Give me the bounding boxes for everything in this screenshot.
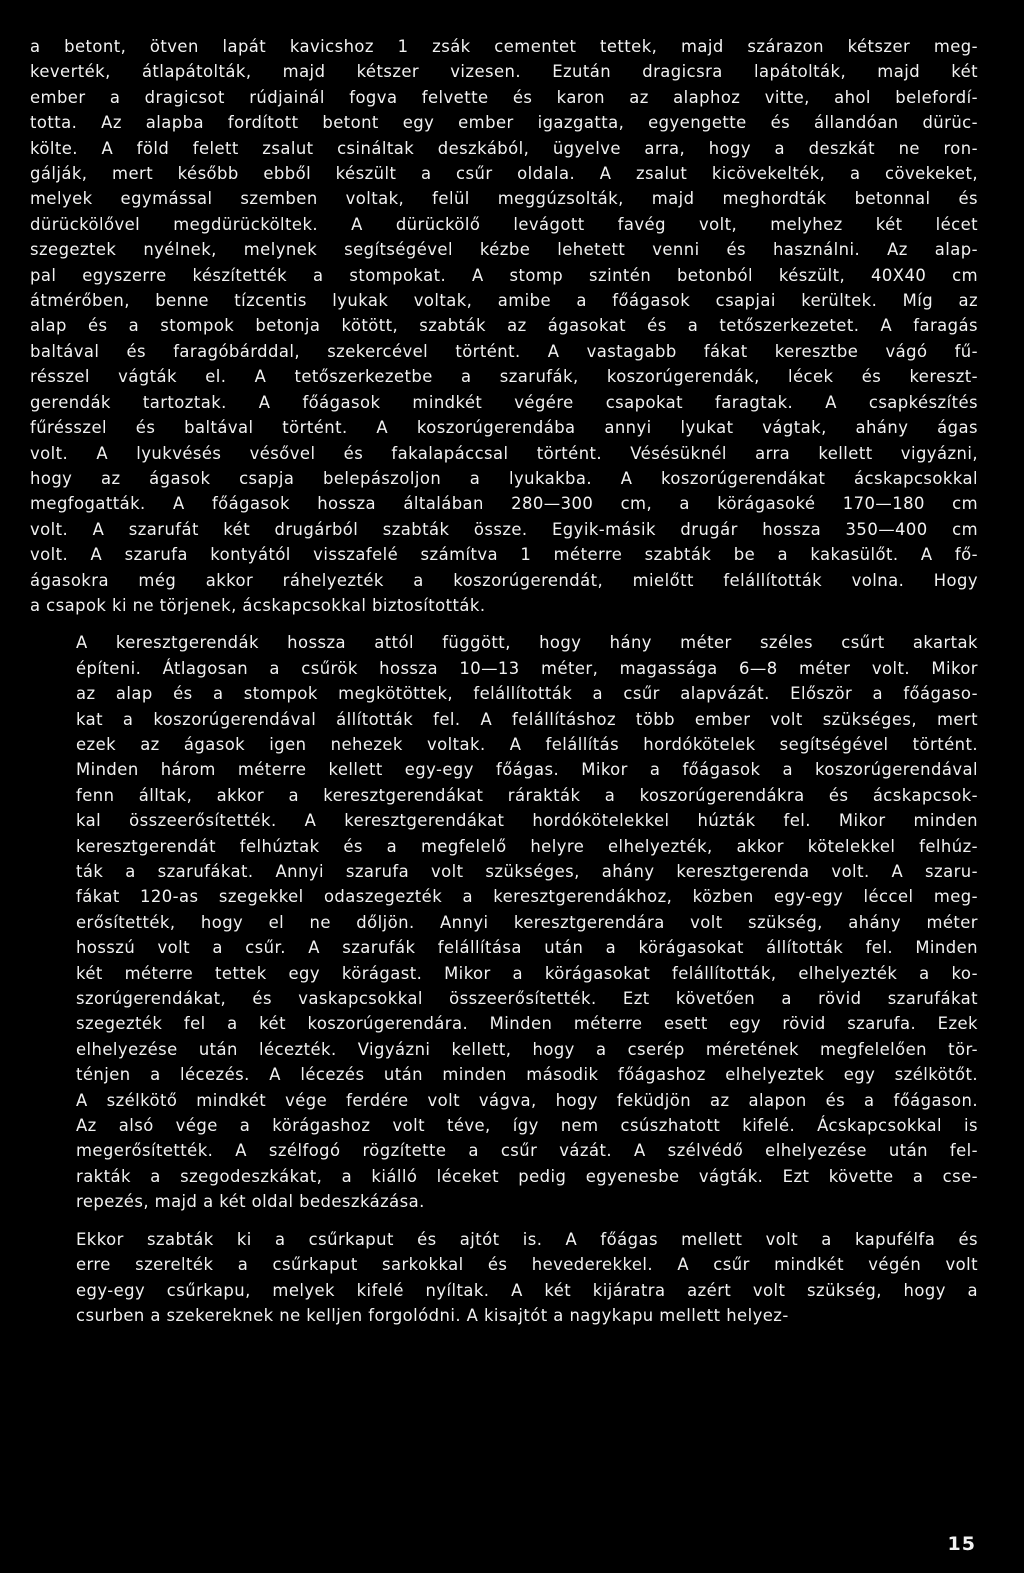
text-line: megerősítették. A szélfogó rögzítette a csűr vázát. A szélvédő elhelyezése után fel- <box>76 1141 978 1161</box>
page-number: 15 <box>947 1533 976 1555</box>
text-line: melyek egymással szemben voltak, felül meggúzsolták, majd meghordták betonnal és <box>30 189 978 209</box>
text-line: ták a szarufákat. Annyi szarufa volt szükséges, ahány keresztgerenda volt. A szaru- <box>76 862 978 881</box>
text-line: ezek az ágasok igen nehezek voltak. A felállítás hordókötelek segítségével történt. <box>76 734 978 754</box>
text-line: fenn álltak, akkor a keresztgerendákat rárakták a koszorúgerendákra és ácskapcsok- <box>76 785 978 805</box>
text-line: baltával és faragóbárddal, szekercével történt. A vastagabb fákat keresztbe vágó fű- <box>30 341 978 361</box>
text-line: ágasokra még akkor ráhelyezték a koszorúgerendát, mielőtt felállították volna. Hogy <box>30 570 978 590</box>
text-line: átmérőben, benne tízcentis lyukak voltak, amibe a főágasok csapjai kerültek. Míg az <box>30 291 978 311</box>
text-line: az alap és a stompok megkötöttek, felállították a csűr alapvázát. Először a főágaso- <box>76 684 978 704</box>
text-line: résszel vágták el. A tetőszerkezetbe a szarufák, koszorúgerendák, lécek és kereszt- <box>30 367 978 387</box>
text-line: pal egyszerre készítették a stompokat. A stomp szintén betonból készült, 40X40 cm <box>30 265 978 285</box>
text-line: megfogatták. A főágasok hossza általában 280—300 cm, a körágasoké 170—180 cm <box>30 494 978 514</box>
text-line: keresztgerendát felhúztak és a megfelelő helyre elhelyezték, akkor kötelekkel felhúz- <box>76 836 978 856</box>
text-line: költe. A föld felett zsalut csináltak deszkából, ügyelve arra, hogy a deszkát ne ron- <box>30 138 978 158</box>
text-line: Minden három méterre kellett egy-egy főágas. Mikor a főágasok a koszorúgerendával <box>76 760 978 780</box>
text-line: a betont, ötven lapát kavicshoz 1 zsák cementet tettek, majd szárazon kétszer meg- <box>30 37 978 56</box>
text-line: építeni. Átlagosan a csűrök hossza 10—13 méter, magassága 6—8 méter volt. Mikor <box>76 658 978 678</box>
text-line: Ekkor szabták ki a csűrkaput és ajtót is. A főágas mellett volt a kapufélfa és <box>76 1229 978 1249</box>
text-line: repezés, majd a két oldal bedeszkázása. <box>76 1192 425 1212</box>
text-line: Az alsó vége a körágashoz volt téve, így nem csúszhatott kifelé. Ácskapcsokkal is <box>76 1116 978 1136</box>
text-line: egy-egy csűrkapu, melyek kifelé nyíltak. A két kijáratra azért volt szükség, hogy a <box>76 1280 978 1300</box>
text-line: kal összeerősítették. A keresztgerendákat hordókötelekkel húzták fel. Mikor minden <box>76 811 978 831</box>
body-text <box>30 34 978 1328</box>
text-line: totta. Az alapba fordított betont egy ember igazgatta, egyengette és állandóan dürüc- <box>30 113 978 133</box>
text-line: gálják, mert később ebből készült a csűr oldala. A zsalut kicövekelték, a cövekeket, <box>30 164 978 184</box>
text-line: szegezték fel a két koszorúgerendára. Minden méterre esett egy rövid szarufa. Ezek <box>76 1014 978 1034</box>
text-line: szegeztek nyélnek, melynek segítségével kézbe lehetett venni és használni. Az alap- <box>30 240 978 260</box>
text-line: alap és a stompok betonja kötött, szabták az ágasokat és a tetőszerkezetet. A faragás <box>30 316 978 336</box>
text-line: volt. A szarufát két drugárból szabták össze. Egyik-másik drugár hossza 350—400 cm <box>30 519 978 539</box>
text-line: erősítették, hogy el ne dőljön. Annyi keresztgerendára volt szükség, ahány méter <box>76 912 978 932</box>
text-line: hogy az ágasok csapja belepászoljon a lyukakba. A koszorúgerendákat ácskapcsokkal <box>30 468 978 488</box>
text-line: kat a koszorúgerendával állították fel. A felállításhoz több ember volt szükséges, mert <box>76 709 978 729</box>
text-line: volt. A szarufa kontyától visszafelé számítva 1 méterre szabták be a kakasülőt. A fő- <box>30 545 978 565</box>
text-line: két méterre tettek egy körágast. Mikor a körágasokat felállították, elhelyezték a ko- <box>76 963 978 983</box>
text-line: erre szerelték a csűrkaput sarkokkal és hevederekkel. A csűr mindkét végén volt <box>76 1255 978 1275</box>
text-line: volt. A lyukvésés vésővel és fakalapáccsal történt. Vésésüknél arra kellett vigyázni, <box>30 443 978 463</box>
text-line: a csapok ki ne törjenek, ácskapcsokkal biztosították. <box>30 595 486 615</box>
text-line: ténjen a lécezés. A lécezés után minden második főágashoz elhelyeztek egy szélkötőt. <box>76 1065 978 1085</box>
text-line: A keresztgerendák hossza attól függött, hogy hány méter széles csűrt akartak <box>76 633 978 653</box>
paragraph-3 <box>30 1227 978 1329</box>
text-line: csurben a szekereknek ne kelljen forgolódni. A kisajtót a nagykapu mellett helyez- <box>76 1305 789 1325</box>
text-line: ember a dragicsot rúdjainál fogva felvette és karon az alaphoz vitte, ahol belefordí- <box>30 87 978 107</box>
text-line: elhelyezése után lécezték. Vigyázni kellett, hogy a cserép méretének megfelelően tör- <box>76 1039 978 1059</box>
text-line: A szélkötő mindkét vége ferdére volt vágva, hogy feküdjön az alapon és a főágason. <box>76 1090 978 1110</box>
text-line: fákat 120-as szegekkel odaszegezték a keresztgerendákhoz, közben egy-egy léccel meg- <box>76 887 978 907</box>
paragraph-2 <box>30 630 978 1214</box>
text-line: dürückölővel megdürücköltek. A dürückölő levágott favég volt, melyhez két lécet <box>30 214 978 234</box>
paragraph-1 <box>30 34 978 618</box>
text-line: szorúgerendákat, és vaskapcsokkal összeerősítették. Ezt követően a rövid szarufákat <box>76 989 978 1009</box>
text-line: rakták a szegodeszkákat, a kiálló léceket pedig egyenesbe vágták. Ezt követte a cse- <box>76 1166 978 1186</box>
text-line: fűrésszel és baltával történt. A koszorúgerendába annyi lyukat vágtak, ahány ágas <box>30 418 978 438</box>
text-line: gerendák tartoztak. A főágasok mindkét végére csapokat faragtak. A csapkészítés <box>30 392 978 412</box>
text-line: hosszú volt a csűr. A szarufák felállítása után a körágasokat állították fel. Minden <box>76 938 978 958</box>
text-line: keverték, átlapátolták, majd kétszer vizesen. Ezután dragicsra lapátolták, majd két <box>30 62 978 82</box>
